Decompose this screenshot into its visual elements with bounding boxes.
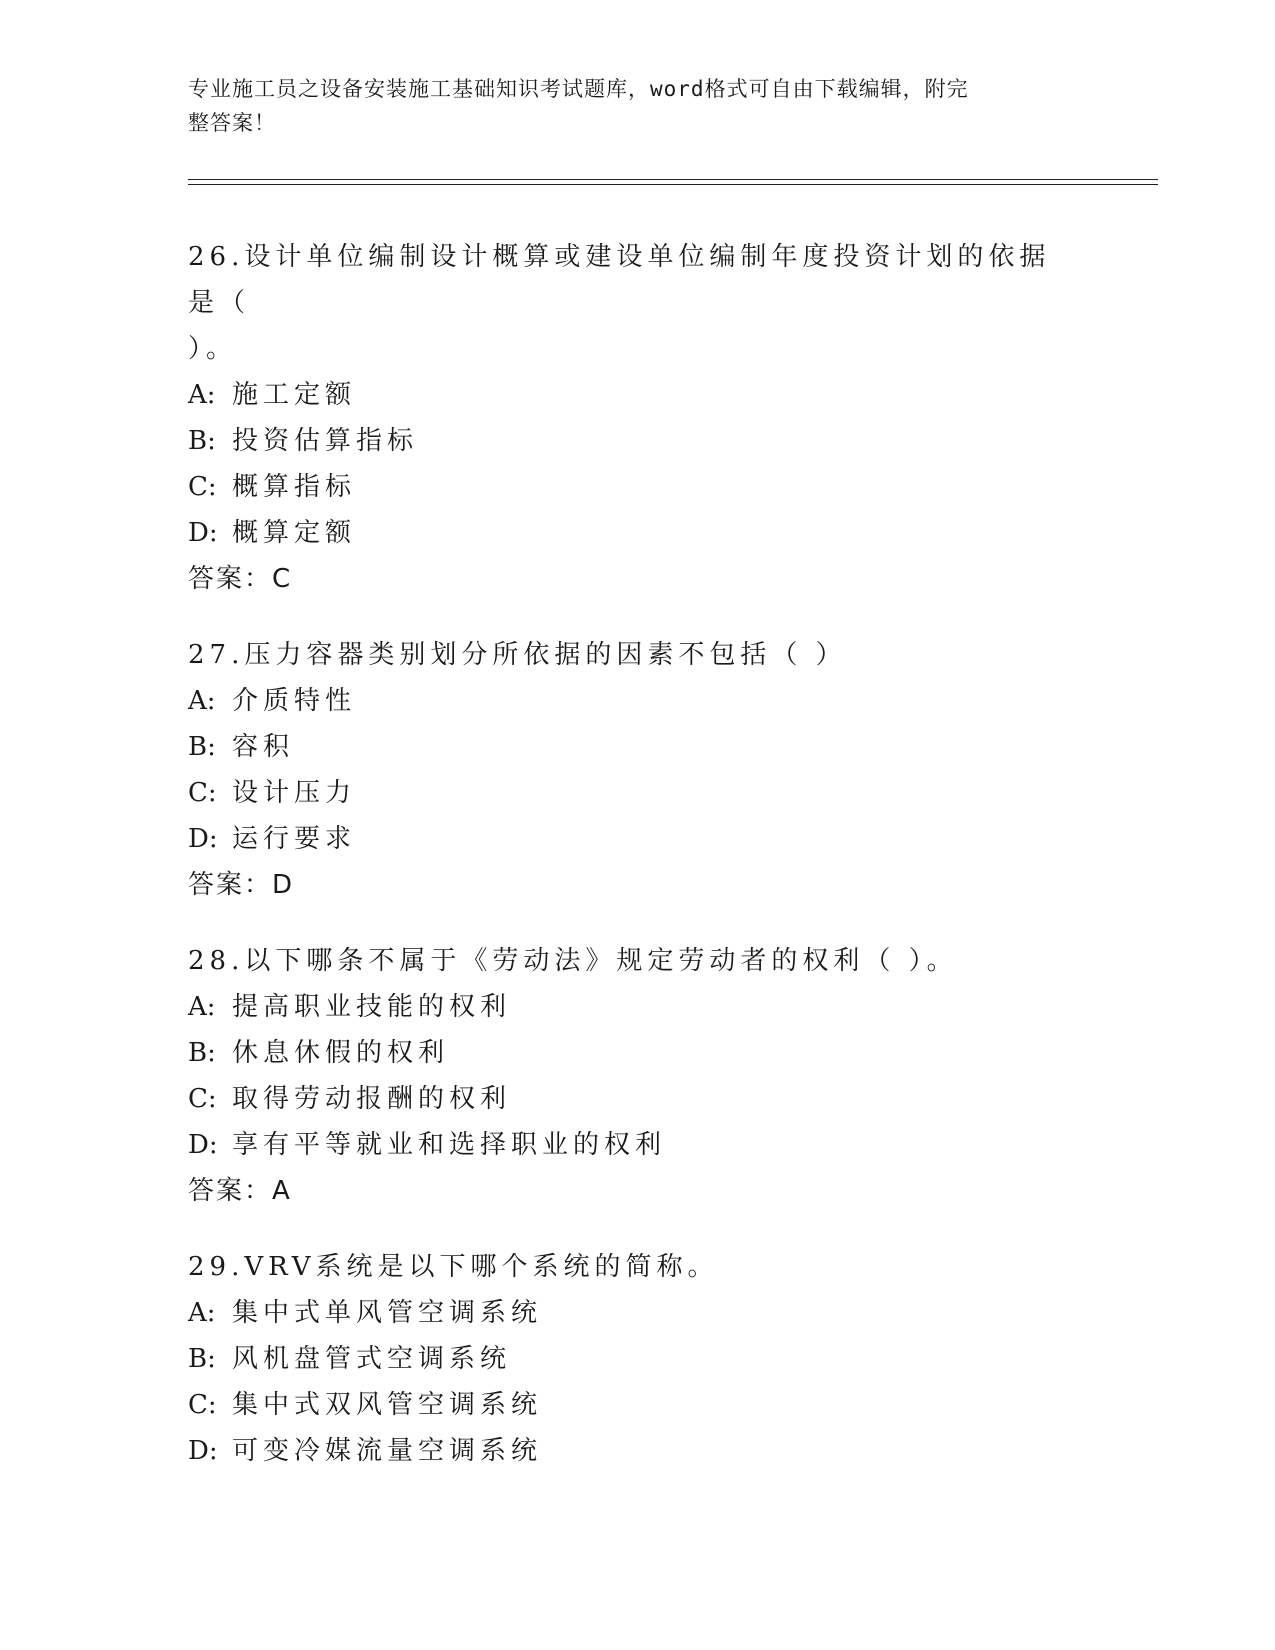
- option-letter: D:: [188, 1436, 218, 1466]
- option-text: 可变冷媒流量空调系统: [232, 1436, 543, 1466]
- option-a: [188, 984, 1088, 1030]
- option-letter: C:: [188, 1390, 217, 1420]
- option-letter: A:: [188, 1298, 216, 1328]
- question-27: [188, 632, 1088, 908]
- question-stem: [188, 1244, 1058, 1290]
- option-d: [188, 1428, 1088, 1474]
- option-text: 集中式单风管空调系统: [232, 1298, 543, 1328]
- option-letter: C:: [188, 778, 217, 808]
- option-text: 享有平等就业和选择职业的权利: [232, 1130, 667, 1160]
- option-letter: D:: [188, 518, 218, 548]
- question-stem: [188, 938, 1058, 984]
- header-divider-bottom: [188, 184, 1158, 185]
- option-c: [188, 770, 1088, 816]
- option-text: 概算指标: [232, 472, 357, 502]
- option-d: [188, 816, 1088, 862]
- answer-line: 答案：D: [188, 870, 295, 900]
- option-text: 施工定额: [232, 380, 357, 410]
- question-stem-line: 26.设计单位编制设计概算或建设单位编制年度投资计划的依据是（: [188, 242, 1051, 318]
- question-stem-line: 29.VRV系统是以下哪个系统的简称。: [188, 1252, 719, 1282]
- option-c: [188, 1076, 1088, 1122]
- option-letter: B:: [188, 732, 216, 762]
- option-letter: A:: [188, 686, 216, 716]
- option-c: [188, 464, 1088, 510]
- option-letter: A:: [188, 992, 216, 1022]
- option-a: [188, 678, 1088, 724]
- option-text: 容积: [232, 732, 295, 762]
- question-stem-line: ）。: [188, 334, 238, 364]
- question-list: [188, 234, 1088, 1504]
- option-letter: B:: [188, 1038, 216, 1068]
- option-d: [188, 510, 1088, 556]
- option-text: 休息休假的权利: [232, 1038, 450, 1068]
- option-b: [188, 1336, 1088, 1382]
- option-b: [188, 418, 1088, 464]
- option-text: 集中式双风管空调系统: [232, 1390, 543, 1420]
- header-line-1: 专业施工员之设备安装施工基础知识考试题库，word格式可自由下载编辑，附完: [188, 77, 969, 101]
- question-stem: [188, 632, 1058, 678]
- option-letter: B:: [188, 1344, 216, 1374]
- option-letter: C:: [188, 472, 217, 502]
- option-text: 运行要求: [232, 824, 357, 854]
- option-letter: B:: [188, 426, 216, 456]
- answer-line: 答案：A: [188, 1176, 292, 1206]
- option-text: 提高职业技能的权利: [232, 992, 512, 1022]
- header-divider-top: [188, 179, 1158, 180]
- option-letter: D:: [188, 1130, 218, 1160]
- option-c: [188, 1382, 1088, 1428]
- question-29: [188, 1244, 1088, 1474]
- option-text: 取得劳动报酬的权利: [232, 1084, 512, 1114]
- option-text: 介质特性: [232, 686, 357, 716]
- header-line-2: 整答案！: [188, 111, 276, 135]
- option-a: [188, 372, 1088, 418]
- option-text: 设计压力: [232, 778, 357, 808]
- question-stem-line: 28.以下哪条不属于《劳动法》规定劳动者的权利（ ）。: [188, 946, 958, 976]
- option-text: 投资估算指标: [232, 426, 419, 456]
- option-d: [188, 1122, 1088, 1168]
- answer-line: 答案：C: [188, 564, 293, 594]
- option-text: 概算定额: [232, 518, 357, 548]
- option-a: [188, 1290, 1088, 1336]
- option-letter: A:: [188, 380, 216, 410]
- question-26: [188, 234, 1088, 602]
- option-b: [188, 1030, 1088, 1076]
- question-28: [188, 938, 1088, 1214]
- option-b: [188, 724, 1088, 770]
- option-text: 风机盘管式空调系统: [232, 1344, 512, 1374]
- document-header: [188, 72, 1068, 140]
- option-letter: D:: [188, 824, 218, 854]
- question-stem: [188, 234, 1058, 372]
- question-stem-line: 27.压力容器类别划分所依据的因素不包括（ ）: [188, 640, 847, 670]
- option-letter: C:: [188, 1084, 217, 1114]
